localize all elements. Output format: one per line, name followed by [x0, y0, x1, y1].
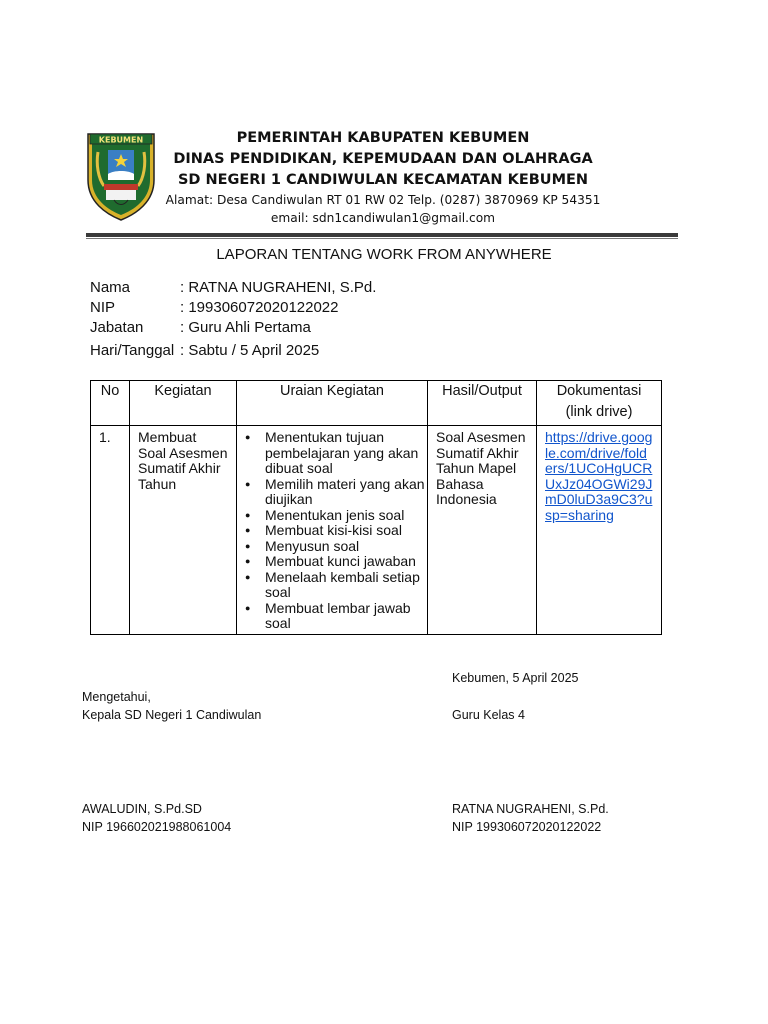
list-item: ● Membuat lembar jawab soal	[265, 601, 425, 632]
column-header-uraian: Uraian Kegiatan	[237, 381, 428, 426]
document-title: LAPORAN TENTANG WORK FROM ANYWHERE	[216, 246, 552, 263]
letterhead-department: DINAS PENDIDIKAN, KEPEMUDAAN DAN OLAHRAGA	[173, 151, 593, 167]
identity-block	[90, 278, 376, 361]
list-item: ● Menentukan tujuan pembelajaran yang akan dibuat soal	[265, 430, 425, 477]
column-header-dokumentasi	[537, 381, 662, 426]
column-header-hasil: Hasil/Output	[428, 381, 537, 426]
principal-title: Kepala SD Negeri 1 Candiwulan	[82, 708, 262, 722]
list-item: ● Membuat kisi-kisi soal	[265, 523, 425, 539]
activity-list	[239, 430, 425, 632]
cell-kegiatan	[130, 426, 237, 635]
cell-kegiatan-text: Membuat Soal Asesmen Sumatif Akhir Tahun	[138, 429, 228, 492]
column-header-dokumentasi-label: Dokumentasi	[556, 383, 642, 399]
acknowledged-label: Mengetahui,	[82, 690, 151, 704]
letterhead-government: PEMERINTAH KABUPATEN KEBUMEN	[236, 130, 530, 146]
drive-link[interactable]: https://drive.google.com/drive/folders/1UCoHgUCRUxJz04OGWi29JmD0luD3a9C3?usp=sharing	[545, 429, 653, 523]
logo-wordmark: KEBUMEN	[98, 135, 144, 145]
letterhead-address: Alamat: Desa Candiwulan RT 01 RW 02 Telp. (0287) 3870969 KP 54351	[165, 193, 601, 207]
identity-value: : RATNA NUGRAHENI, S.Pd.	[180, 279, 377, 296]
cell-hasil	[428, 426, 537, 635]
identity-key: NIP	[90, 299, 116, 316]
teacher-title: Guru Kelas 4	[452, 708, 525, 722]
cell-link	[537, 426, 662, 635]
activity-table	[90, 380, 662, 635]
identity-row-nama	[90, 278, 376, 298]
teacher-nip: NIP 199306072020122022	[452, 820, 602, 834]
cell-hasil-text: Soal Asesmen Sumatif Akhir Tahun Mapel Bahasa Indonesia	[436, 429, 526, 507]
cell-uraian	[237, 426, 428, 635]
identity-row-date	[90, 341, 376, 361]
identity-row-nip	[90, 298, 376, 318]
cell-no	[91, 426, 130, 635]
identity-row-jabatan	[90, 318, 376, 338]
principal-name: AWALUDIN, S.Pd.SD	[82, 802, 202, 816]
column-header-no: No	[91, 381, 130, 426]
identity-key: Hari/Tanggal	[90, 342, 175, 359]
list-item: ● Menentukan jenis soal	[265, 508, 425, 524]
letterhead-school: SD NEGERI 1 CANDIWULAN KECAMATAN KEBUMEN	[177, 172, 589, 188]
letterhead	[160, 128, 606, 227]
list-item: ● Menelaah kembali setiap soal	[265, 570, 425, 601]
identity-value: : 199306072020122022	[180, 299, 339, 316]
list-item: ● Menyusun soal	[265, 539, 425, 555]
letterhead-divider-thick	[86, 233, 678, 237]
identity-key: Nama	[90, 279, 131, 296]
table-header-row	[91, 381, 662, 426]
teacher-name: RATNA NUGRAHENI, S.Pd.	[452, 802, 609, 816]
place-date: Kebumen, 5 April 2025	[452, 671, 579, 685]
list-item: ● Membuat kunci jawaban	[265, 554, 425, 570]
cell-no-text: 1.	[99, 429, 111, 445]
identity-value: : Sabtu / 5 April 2025	[180, 342, 320, 359]
letterhead-email: email: sdn1candiwulan1@gmail.com	[270, 211, 496, 225]
list-item: ● Memilih materi yang akan diujikan	[265, 477, 425, 508]
table-row	[91, 426, 662, 635]
kebumen-crest-logo	[84, 128, 158, 222]
letterhead-divider-thin	[86, 238, 678, 239]
identity-value: : Guru Ahli Pertama	[180, 319, 311, 336]
identity-key: Jabatan	[90, 319, 144, 336]
column-header-kegiatan: Kegiatan	[130, 381, 237, 426]
column-header-dokumentasi-sub: (link drive)	[565, 404, 633, 420]
principal-nip: NIP 196602021988061004	[82, 820, 232, 834]
